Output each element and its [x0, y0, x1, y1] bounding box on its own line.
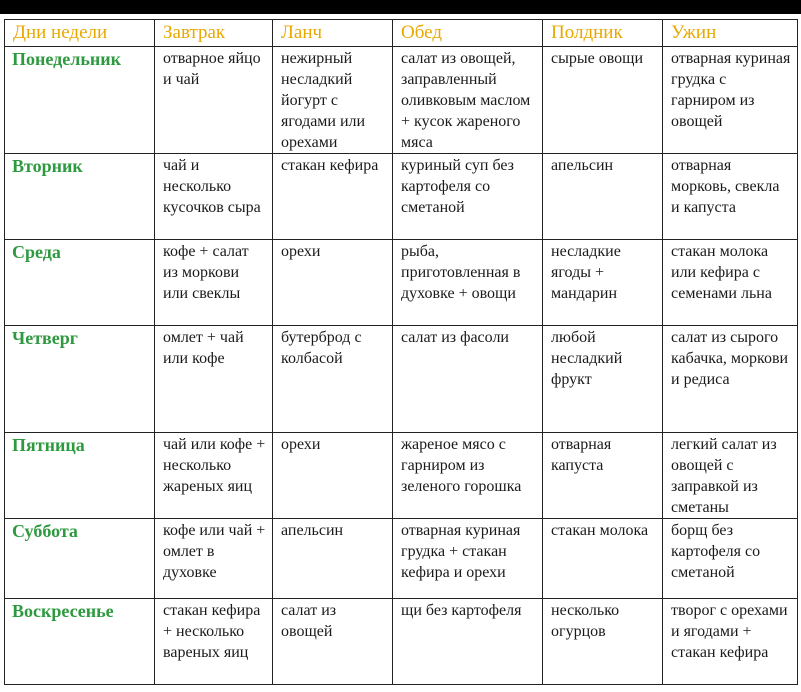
breakfast-cell: стакан кефира + несколько вареных яиц: [155, 599, 273, 685]
table-row: [5, 326, 798, 433]
meal-plan-sheet: [0, 14, 801, 692]
table-row: [5, 47, 798, 154]
supper-cell: отварная куриная грудка с гарниром из овощей: [663, 47, 798, 154]
day-cell: Среда: [5, 240, 155, 326]
header-snack: Полдник: [543, 20, 663, 47]
day-cell: Суббота: [5, 519, 155, 599]
header-dinner: Обед: [393, 20, 543, 47]
lunch-cell: нежирный несладкий йогурт с ягодами или орехами: [273, 47, 393, 154]
snack-cell: апельсин: [543, 154, 663, 240]
supper-cell: стакан молока или кефира с семенами льна: [663, 240, 798, 326]
header-supper: Ужин: [663, 20, 798, 47]
dinner-cell: салат из овощей, заправленный оливковым маслом + кусок жареного мяса: [393, 47, 543, 154]
supper-cell: салат из сырого кабачка, моркови и редиса: [663, 326, 798, 433]
supper-cell: легкий салат из овощей с заправкой из сметаны: [663, 433, 798, 519]
table-row: [5, 154, 798, 240]
lunch-cell: бутерброд с колбасой: [273, 326, 393, 433]
header-breakfast: Завтрак: [155, 20, 273, 47]
breakfast-cell: отварное яйцо и чай: [155, 47, 273, 154]
supper-cell: борщ без картофеля со сметаной: [663, 519, 798, 599]
table-row: [5, 240, 798, 326]
supper-cell: отварная морковь, свекла и капуста: [663, 154, 798, 240]
breakfast-cell: чай и несколько кусочков сыра: [155, 154, 273, 240]
header-lunch: Ланч: [273, 20, 393, 47]
snack-cell: стакан молока: [543, 519, 663, 599]
table-row: [5, 599, 798, 685]
dinner-cell: салат из фасоли: [393, 326, 543, 433]
lunch-cell: апельсин: [273, 519, 393, 599]
day-cell: Понедельник: [5, 47, 155, 154]
dinner-cell: куриный суп без картофеля со сметаной: [393, 154, 543, 240]
breakfast-cell: омлет + чай или кофе: [155, 326, 273, 433]
lunch-cell: орехи: [273, 240, 393, 326]
breakfast-cell: кофе или чай + омлет в духовке: [155, 519, 273, 599]
day-cell: Вторник: [5, 154, 155, 240]
snack-cell: несколько огурцов: [543, 599, 663, 685]
day-cell: Воскресенье: [5, 599, 155, 685]
day-cell: Пятница: [5, 433, 155, 519]
dinner-cell: рыба, приготовленная в духовке + овощи: [393, 240, 543, 326]
snack-cell: сырые овощи: [543, 47, 663, 154]
table-header-row: [5, 20, 798, 47]
table-row: [5, 433, 798, 519]
lunch-cell: салат из овощей: [273, 599, 393, 685]
lunch-cell: орехи: [273, 433, 393, 519]
weekly-meal-table: [4, 19, 798, 685]
breakfast-cell: чай или кофе + несколько жареных яиц: [155, 433, 273, 519]
table-row: [5, 519, 798, 599]
dinner-cell: щи без картофеля: [393, 599, 543, 685]
lunch-cell: стакан кефира: [273, 154, 393, 240]
supper-cell: творог с орехами и ягодами + стакан кефира: [663, 599, 798, 685]
dinner-cell: отварная куриная грудка + стакан кефира и орехи: [393, 519, 543, 599]
header-days: Дни недели: [5, 20, 155, 47]
snack-cell: любой несладкий фрукт: [543, 326, 663, 433]
breakfast-cell: кофе + салат из моркови или свеклы: [155, 240, 273, 326]
snack-cell: несладкие ягоды + мандарин: [543, 240, 663, 326]
day-cell: Четверг: [5, 326, 155, 433]
dinner-cell: жареное мясо с гарниром из зеленого горошка: [393, 433, 543, 519]
snack-cell: отварная капуста: [543, 433, 663, 519]
